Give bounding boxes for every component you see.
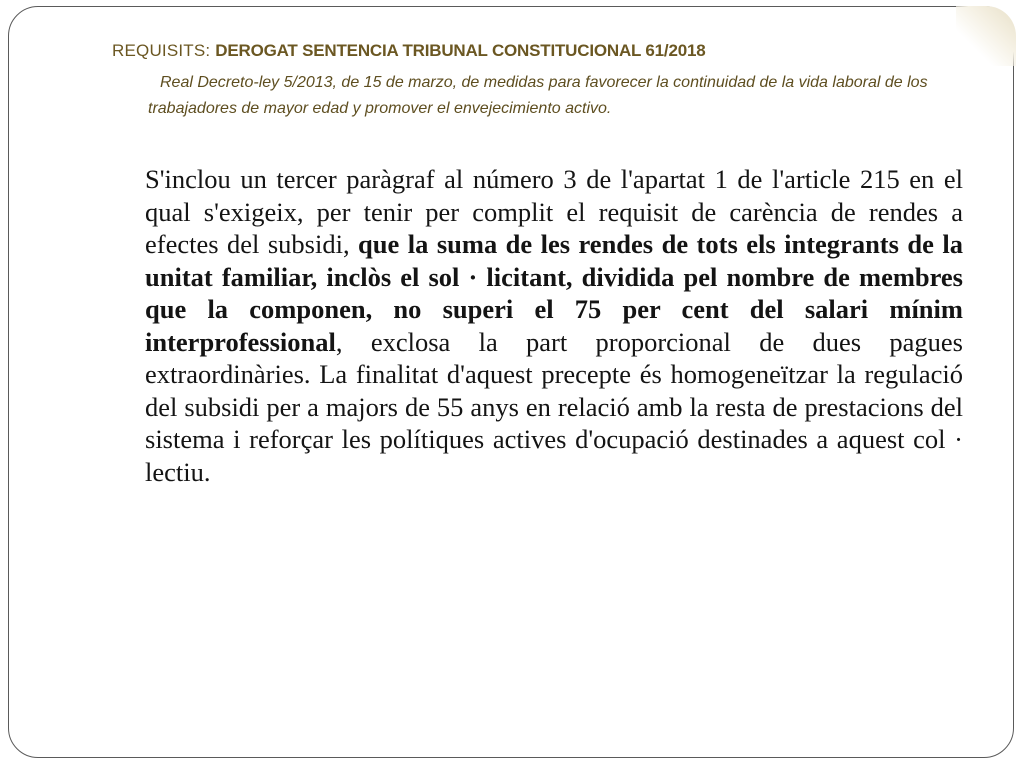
- slide-title: [112, 40, 932, 62]
- slide-header: [112, 40, 932, 62]
- slide-body-paragraph: [145, 163, 963, 488]
- body-text-intro: S'inclou un tercer paràgraf al número 3 de l'apartat 1 de l'article 215 en el qual s'exigeix, per tenir per complit el requisit de carència de rendes a efectes del subsidi,: [145, 164, 963, 259]
- body-text-outro: , exclosa la part proporcional de dues pagues extraordinàries. La finalitat d'aquest precepte és homogeneïtzar la regulació del subsidi per a majors de 55 anys en relació amb la resta de prestacions del sistema i reforçar les polítiques actives d'ocupació destinades a aquest col · lectiu.: [145, 326, 963, 487]
- body-text-bold: que la suma de les rendes de tots els integrants de la unitat familiar, inclòs el sol · licitant, dividida pel nombre de membres que la componen, no superi el 75 per cent del salari mínim interprofessional: [145, 229, 963, 357]
- title-emphasis: DEROGAT SENTENCIA TRIBUNAL CONSTITUCIONAL 61/2018: [215, 41, 706, 60]
- title-prefix: REQUISITS:: [112, 41, 216, 60]
- slide-subtitle: Real Decreto-ley 5/2013, de 15 de marzo, de medidas para favorecer la continuidad de la vida laboral de los trabajadores de mayor edad y promover el envejecimiento activo.: [148, 74, 928, 117]
